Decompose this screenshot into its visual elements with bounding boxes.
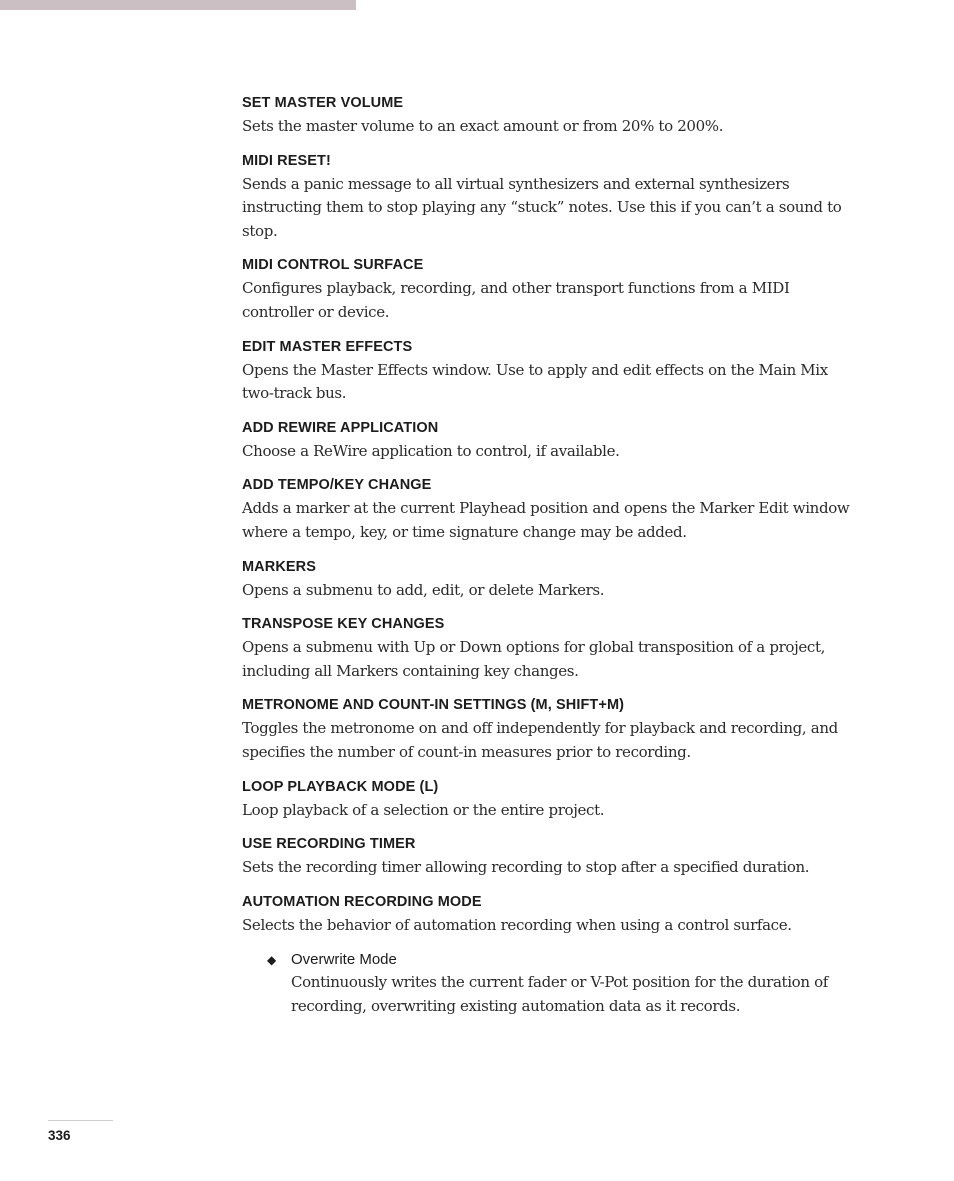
entry-heading: SET MASTER VOLUME bbox=[242, 95, 404, 111]
entry-description: Loop playback of a selection or the entire project. bbox=[242, 800, 605, 819]
entry-metronome-count-in bbox=[242, 696, 860, 764]
entry-heading: USE RECORDING TIMER bbox=[242, 836, 416, 853]
entry-heading: EDIT MASTER EFFECTS bbox=[242, 338, 413, 355]
entry-transpose-key-changes bbox=[242, 615, 860, 683]
entry-heading: ADD TEMPO/KEY CHANGE bbox=[242, 477, 432, 494]
entry-description: Adds a marker at the current Playhead position and opens the Marker Edit window where a tempo, key, or time signature change may be added. bbox=[242, 499, 850, 541]
list-item-overwrite-mode bbox=[242, 950, 860, 1018]
entry-description: Opens the Master Effects window. Use to apply and edit effects on the Main Mix two-track bus. bbox=[242, 360, 828, 403]
entry-heading: MIDI CONTROL SURFACE bbox=[242, 257, 424, 274]
entry-heading: METRONOME AND COUNT-IN SETTINGS (M, SHIFT+M) bbox=[242, 697, 625, 714]
entry-add-rewire-application bbox=[242, 419, 860, 464]
entry-add-tempo-key-change bbox=[242, 476, 860, 544]
entry-midi-reset bbox=[242, 152, 860, 244]
entry-description: Toggles the metronome on and off independently for playback and recording, and specifies the number of count-in measures prior to recording. bbox=[242, 719, 838, 761]
diamond-bullet-icon: ◆ bbox=[267, 953, 277, 968]
footer-divider bbox=[48, 1120, 113, 1121]
page-content bbox=[242, 94, 860, 1018]
entry-use-recording-timer bbox=[242, 835, 860, 880]
bullet-title: Overwrite Mode bbox=[291, 951, 397, 969]
page-number: 336 bbox=[48, 1128, 71, 1143]
entry-loop-playback-mode bbox=[242, 778, 860, 823]
entry-set-master-volume bbox=[242, 94, 860, 139]
entry-description: Choose a ReWire application to control, if available. bbox=[242, 441, 620, 460]
entry-description: Sets the master volume to an exact amount or from 20% to 200%. bbox=[242, 117, 724, 135]
entry-description: Selects the behavior of automation recording when using a control surface. bbox=[242, 915, 792, 934]
entry-heading: MIDI RESET! bbox=[242, 152, 331, 169]
bullet-description: Continuously writes the current fader or V-Pot position for the duration of recording, overwriting existing automation data as it records. bbox=[291, 973, 828, 1015]
entry-heading: AUTOMATION RECORDING MODE bbox=[242, 893, 482, 910]
entry-markers bbox=[242, 558, 860, 603]
entry-heading: ADD REWIRE APPLICATION bbox=[242, 419, 439, 436]
header-accent-bar bbox=[0, 0, 356, 10]
entry-edit-master-effects bbox=[242, 338, 860, 406]
entry-automation-recording-mode bbox=[242, 893, 860, 938]
entry-description: Opens a submenu to add, edit, or delete Markers. bbox=[242, 580, 605, 599]
automation-mode-list bbox=[242, 950, 860, 1018]
entry-heading: MARKERS bbox=[242, 558, 317, 575]
entry-description: Configures playback, recording, and other transport functions from a MIDI controller or device. bbox=[242, 279, 790, 321]
entry-heading: TRANSPOSE KEY CHANGES bbox=[242, 616, 445, 633]
entry-heading: LOOP PLAYBACK MODE (L) bbox=[242, 778, 439, 795]
entry-midi-control-surface bbox=[242, 256, 860, 324]
entry-description: Opens a submenu with Up or Down options for global transposition of a project, including all Markers containing key changes. bbox=[242, 638, 826, 680]
entry-description: Sets the recording timer allowing recording to stop after a specified duration. bbox=[242, 858, 810, 877]
entry-description: Sends a panic message to all virtual synthesizers and external synthesizers instructing them to stop playing any “stuck” notes. Use this if you can’t a sound to stop. bbox=[242, 174, 842, 240]
